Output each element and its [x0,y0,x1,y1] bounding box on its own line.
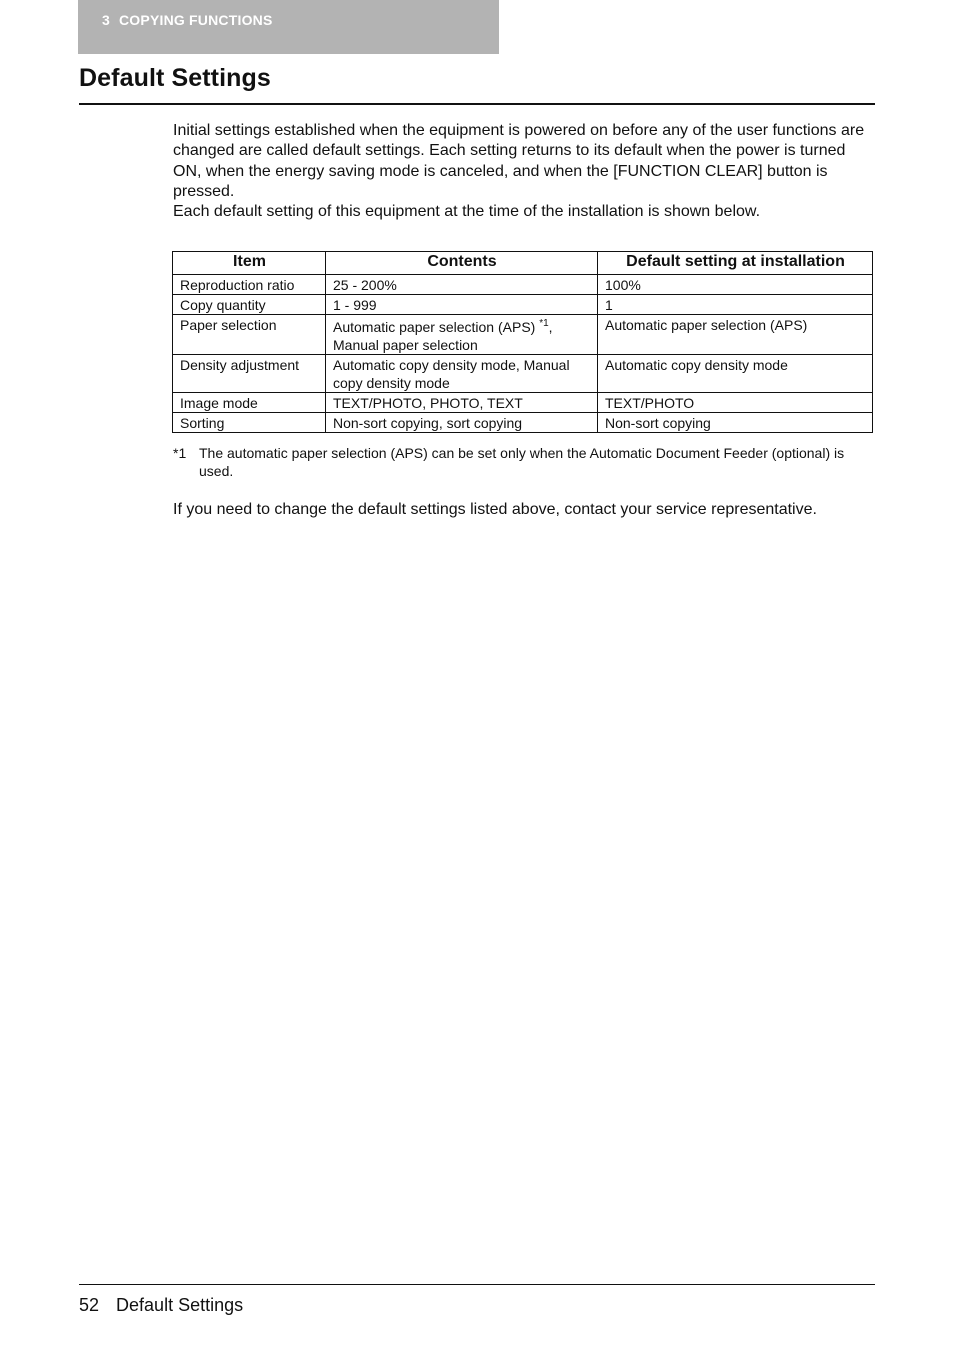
intro-paragraph-2: Each default setting of this equipment at the time of the installation is shown below. [173,203,761,221]
page-number: 52 [79,1295,100,1315]
row-item: Image mode [173,393,326,413]
header-contents: Contents [326,252,598,275]
row-default: Automatic copy density mode [598,355,873,393]
closing-note: If you need to change the default settings listed above, contact your service representative. [173,501,817,518]
table-row [173,295,873,315]
table-row [173,275,873,295]
row-contents-suffix: , [548,319,553,335]
row-contents: Non-sort copying, sort copying [326,413,598,433]
row-item: Copy quantity [173,295,326,315]
table-header-row [173,252,873,275]
table-row [173,393,873,413]
row-item: Paper selection [173,315,326,355]
row-item: Reproduction ratio [173,275,326,295]
table-row [173,315,873,355]
page-title: Default Settings [79,64,271,92]
chapter-tab [78,0,499,54]
row-default: Non-sort copying [598,413,873,433]
chapter-heading [102,12,273,28]
footnote-mark: *1 [173,445,187,461]
footnote-reference: *1 [539,318,549,329]
row-default: 1 [598,295,873,315]
header-item: Item [173,252,326,275]
row-contents-text: Automatic paper selection (APS) [333,319,536,335]
row-contents: Automatic copy density mode, Manual copy density mode [326,355,598,393]
row-contents [326,315,598,355]
footer-rule [79,1284,875,1285]
table-row [173,413,873,433]
footnote [173,444,875,480]
row-contents: 25 - 200% [326,275,598,295]
chapter-title: COPYING FUNCTIONS [119,12,273,28]
row-default: Automatic paper selection (APS) [598,315,873,355]
footnote-text: The automatic paper selection (APS) can be set only when the Automatic Document Feeder (optional) is used. [199,445,845,479]
row-item: Sorting [173,413,326,433]
footer-section-title: Default Settings [116,1295,244,1315]
row-contents: 1 - 999 [326,295,598,315]
intro-paragraph-1: Initial settings established when the equipment is powered on before any of the user functions are changed are called default settings. Each setting returns to its default when the power is turned ON, when the energy saving mode is canceled, and when the [FUNCTION CLEAR] button is pressed. [173,122,865,200]
row-contents-line-2: Manual paper selection [333,337,478,353]
title-rule [79,103,875,105]
row-default: TEXT/PHOTO [598,393,873,413]
default-settings-table [172,251,873,433]
row-default: 100% [598,275,873,295]
header-default-setting: Default setting at installation [598,252,873,275]
page-footer [79,1295,243,1316]
table-row [173,355,873,393]
row-item: Density adjustment [173,355,326,393]
chapter-number: 3 [102,12,110,28]
intro-text [173,121,875,222]
row-contents: TEXT/PHOTO, PHOTO, TEXT [326,393,598,413]
